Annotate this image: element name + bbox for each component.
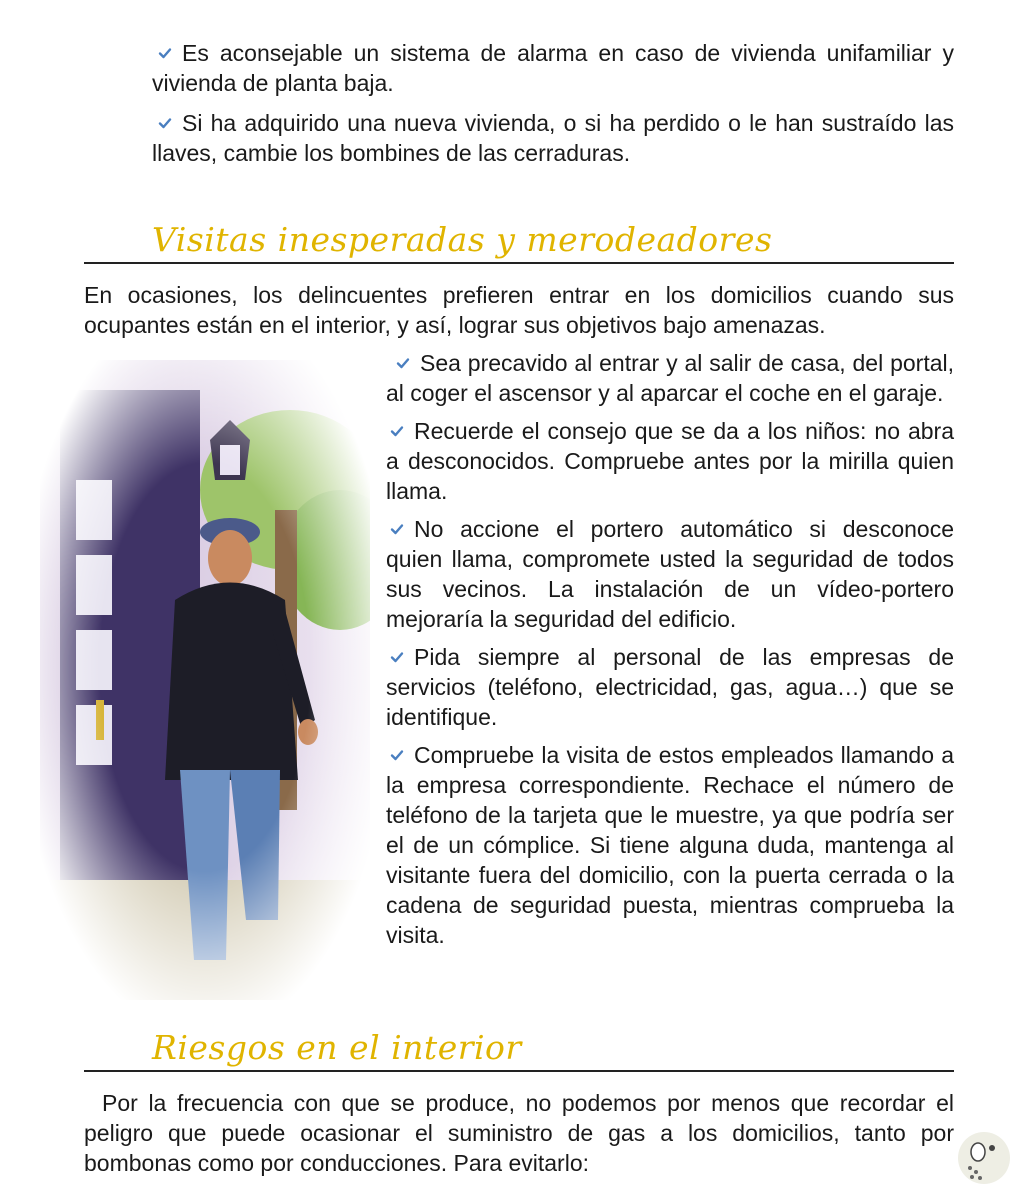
section-divider [84, 262, 954, 264]
section-divider [84, 1070, 954, 1072]
check-icon [158, 46, 172, 60]
check-icon [390, 650, 404, 664]
list-item: Recuerde el consejo que se da a los niños: no abra a desconocidos. Compruebe antes por la mirilla quien llama. [386, 418, 954, 504]
list-item: Compruebe la visita de estos empleados llamando a la empresa correspondiente. Rechace el número de teléfono de la tarjeta que le muestre, ya que podría ser el de un cómplice. Si tiene alguna duda, mantenga al visitante fuera del domicilio, con la puerta cerrada o la cadena de seguridad puesta, mientras comprueba la visita. [386, 742, 954, 948]
section-title-visitas: Visitas inesperadas y merodeadores [152, 220, 773, 259]
check-icon [396, 356, 410, 370]
check-icon [390, 424, 404, 438]
list-item: Es aconsejable un sistema de alarma en caso de vivienda unifamiliar y vivienda de planta baja. [152, 40, 954, 96]
visitas-bullet-list [386, 348, 954, 950]
check-icon [158, 116, 172, 130]
man-at-door-illustration [40, 360, 370, 1000]
section-title-riesgos: Riesgos en el interior [152, 1028, 522, 1067]
list-item: Pida siempre al personal de las empresas de servicios (teléfono, electricidad, gas, agua…) que se identifique. [386, 644, 954, 730]
top-bullet-list [152, 38, 954, 168]
check-icon [390, 522, 404, 536]
footprint-icon [952, 1128, 1012, 1188]
list-item: Si ha adquirido una nueva vivienda, o si ha perdido o le han sustraído las llaves, cambie los bombines de las cerraduras. [152, 110, 954, 166]
list-item: No accione el portero automático si desconoce quien llama, compromete usted la seguridad de todos sus vecinos. La instalación de un vídeo-portero mejoraría la seguridad del edificio. [386, 516, 954, 632]
list-item: Sea precavido al entrar y al salir de casa, del portal, al coger el ascensor y al aparcar el coche en el garaje. [386, 350, 954, 406]
check-icon [390, 748, 404, 762]
section-intro: Por la frecuencia con que se produce, no podemos por menos que recordar el peligro que puede ocasionar el suministro de gas a los domicilios, tanto por bombonas como por conducciones. Para evitarlo: [84, 1090, 954, 1176]
section-intro: En ocasiones, los delincuentes prefieren entrar en los domicilios cuando sus ocupantes están en el interior, y así, lograr sus objetivos bajo amenazas. [84, 282, 954, 338]
